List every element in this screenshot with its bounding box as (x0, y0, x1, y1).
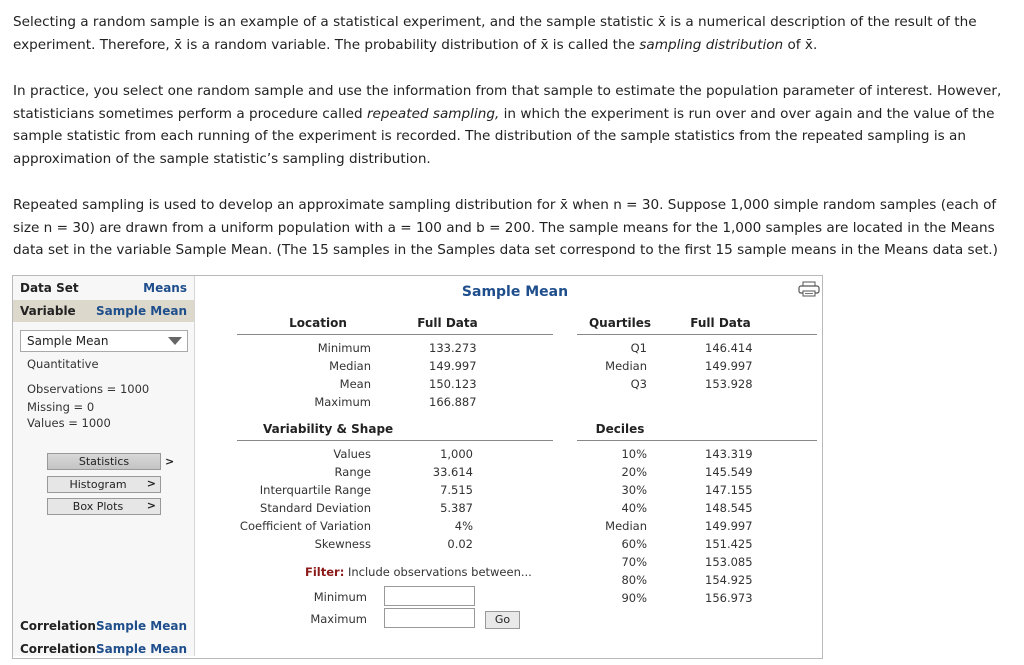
filter-minimum-input[interactable] (384, 586, 475, 606)
decile-row-value: 145.549 (705, 465, 753, 479)
correlation-value-2[interactable]: Sample Mean (96, 642, 187, 656)
filter-label (305, 565, 532, 579)
correlation-row-2[interactable] (13, 638, 194, 660)
decile-row-value: 156.973 (705, 591, 753, 605)
decile-row-label: 80% (621, 573, 647, 587)
location-row-value: 166.887 (429, 395, 477, 409)
decile-row-label: 70% (621, 555, 647, 569)
p2-text-a: In practice, you select one random sample and use the information from that sample to estimate the population parameter of interest. However, statisticians sometimes perform a procedure called (13, 83, 1002, 122)
variability-row-label: Coefficient of Variation (239, 519, 371, 533)
quartiles-rule (577, 334, 817, 335)
intro-paragraph-2 (13, 80, 1013, 171)
filter-maximum-input[interactable] (384, 608, 475, 628)
histogram-label: Histogram (69, 478, 127, 491)
full-data-header-left: Full Data (417, 316, 478, 330)
location-row-value: 149.997 (429, 359, 477, 373)
variability-row-value: 1,000 (440, 447, 473, 461)
correlation-label-2: Correlation (20, 642, 96, 656)
values-count: Values = 1000 (27, 416, 111, 430)
dataset-value[interactable]: Means (143, 281, 187, 295)
variable-type: Quantitative (27, 357, 99, 371)
quartile-row-label: Q3 (630, 377, 647, 391)
sidebar (13, 276, 195, 656)
printer-icon[interactable] (798, 281, 820, 297)
variability-row-value: 0.02 (447, 537, 473, 551)
statistics-label: Statistics (78, 455, 130, 468)
go-button[interactable]: Go (485, 611, 520, 629)
variability-rule (237, 440, 553, 441)
variability-row-label: Range (334, 465, 371, 479)
dataset-label: Data Set (20, 281, 79, 295)
variability-row-label: Interquartile Range (259, 483, 371, 497)
decile-row-value: 149.997 (705, 519, 753, 533)
location-row-label: Maximum (314, 395, 371, 409)
boxplots-arrow: > (146, 499, 156, 512)
variability-header: Variability & Shape (263, 422, 394, 436)
location-row-label: Mean (339, 377, 371, 391)
correlation-label-1: Correlation (20, 619, 96, 633)
observations-count: Observations = 1000 (27, 382, 150, 396)
chevron-down-icon[interactable] (168, 337, 182, 345)
variable-label: Variable (20, 304, 76, 318)
histogram-button[interactable] (47, 476, 161, 493)
variability-row-value: 7.515 (440, 483, 473, 497)
variable-select[interactable] (20, 330, 188, 352)
p1-text-a: Selecting a random sample is an example of a statistical experiment, and the sample statistic x̄ is a numerical description of the result of the experiment. Therefore, x̄ is a random variable. The probability distribution of x̄ is called the (13, 14, 977, 53)
decile-row-value: 148.545 (705, 501, 753, 515)
variability-row-value: 4% (454, 519, 473, 533)
full-data-header-right: Full Data (690, 316, 751, 330)
location-row-label: Median (329, 359, 371, 373)
variability-row-label: Skewness (314, 537, 371, 551)
decile-row-value: 154.925 (705, 573, 753, 587)
decile-row-value: 153.085 (705, 555, 753, 569)
location-row-value: 150.123 (429, 377, 477, 391)
deciles-header: Deciles (595, 422, 645, 436)
variable-row[interactable] (13, 300, 194, 322)
variable-value[interactable]: Sample Mean (96, 304, 187, 318)
correlation-value-1[interactable]: Sample Mean (96, 619, 187, 633)
statistics-button[interactable] (47, 453, 161, 470)
decile-row-label: Median (605, 519, 647, 533)
location-row-label: Minimum (317, 341, 371, 355)
statcrunch-panel (12, 275, 823, 659)
decile-row-value: 143.319 (705, 447, 753, 461)
quartile-row-value: 149.997 (705, 359, 753, 373)
quartile-row-label: Median (605, 359, 647, 373)
statistics-arrow: > (165, 455, 175, 468)
variability-row-value: 33.614 (432, 465, 473, 479)
intro-paragraph-3: Repeated sampling is used to develop an approximate sampling distribution for x̄ when n = 30. Suppose 1,000 simple random samples (each of size n = 30) are drawn from a uniform population with a = 100 and b = 200. The sample means for the 1,000 samples are located in the Means data set in the variable Sample Mean. (The 15 samples in the Samples data set correspond to the first 15 sample means in the Means data set.) (13, 197, 998, 259)
location-rule (237, 334, 553, 335)
location-row-value: 133.273 (429, 341, 477, 355)
missing-count: Missing = 0 (27, 400, 95, 414)
p2-text-b: in which the experiment is run over and over again and the value of the sample statistic from each running of the experiment is recorded. The distribution of the sample statistics from the repeated sampling is an approximation of the sample statistic’s sampling distribution. (13, 105, 995, 168)
variability-row-label: Standard Deviation (260, 501, 371, 515)
correlation-row-1[interactable] (13, 615, 194, 637)
p1-text-b: of x̄. (783, 36, 818, 53)
quartile-row-label: Q1 (630, 341, 647, 355)
location-header: Location (289, 316, 347, 330)
decile-row-label: 40% (621, 501, 647, 515)
p1-emphasis: sampling distribution (639, 36, 784, 53)
dataset-row[interactable] (13, 277, 194, 299)
statistics-title: Sample Mean (461, 284, 569, 300)
boxplots-button[interactable] (47, 498, 161, 515)
decile-row-value: 151.425 (705, 537, 753, 551)
quartile-row-value: 153.928 (705, 377, 753, 391)
decile-row-label: 10% (621, 447, 647, 461)
p2-emphasis: repeated sampling, (366, 105, 500, 122)
decile-row-label: 30% (621, 483, 647, 497)
variable-select-value: Sample Mean (27, 334, 109, 348)
variability-row-label: Values (333, 447, 371, 461)
filter-text: Include observations between... (344, 565, 532, 579)
filter-title: Filter: (305, 565, 345, 579)
histogram-arrow: > (146, 477, 156, 490)
intro-paragraph-1 (13, 11, 1013, 56)
filter-maximum-label: Maximum (310, 612, 367, 626)
variability-row-value: 5.387 (440, 501, 473, 515)
quartile-row-value: 146.414 (705, 341, 753, 355)
deciles-rule (577, 440, 817, 441)
decile-row-label: 20% (621, 465, 647, 479)
statistics-main (195, 276, 821, 656)
decile-row-value: 147.155 (705, 483, 753, 497)
quartiles-header: Quartiles (588, 316, 651, 330)
boxplots-label: Box Plots (72, 500, 124, 513)
decile-row-label: 90% (621, 591, 647, 605)
decile-row-label: 60% (621, 537, 647, 551)
filter-minimum-label: Minimum (313, 590, 367, 604)
